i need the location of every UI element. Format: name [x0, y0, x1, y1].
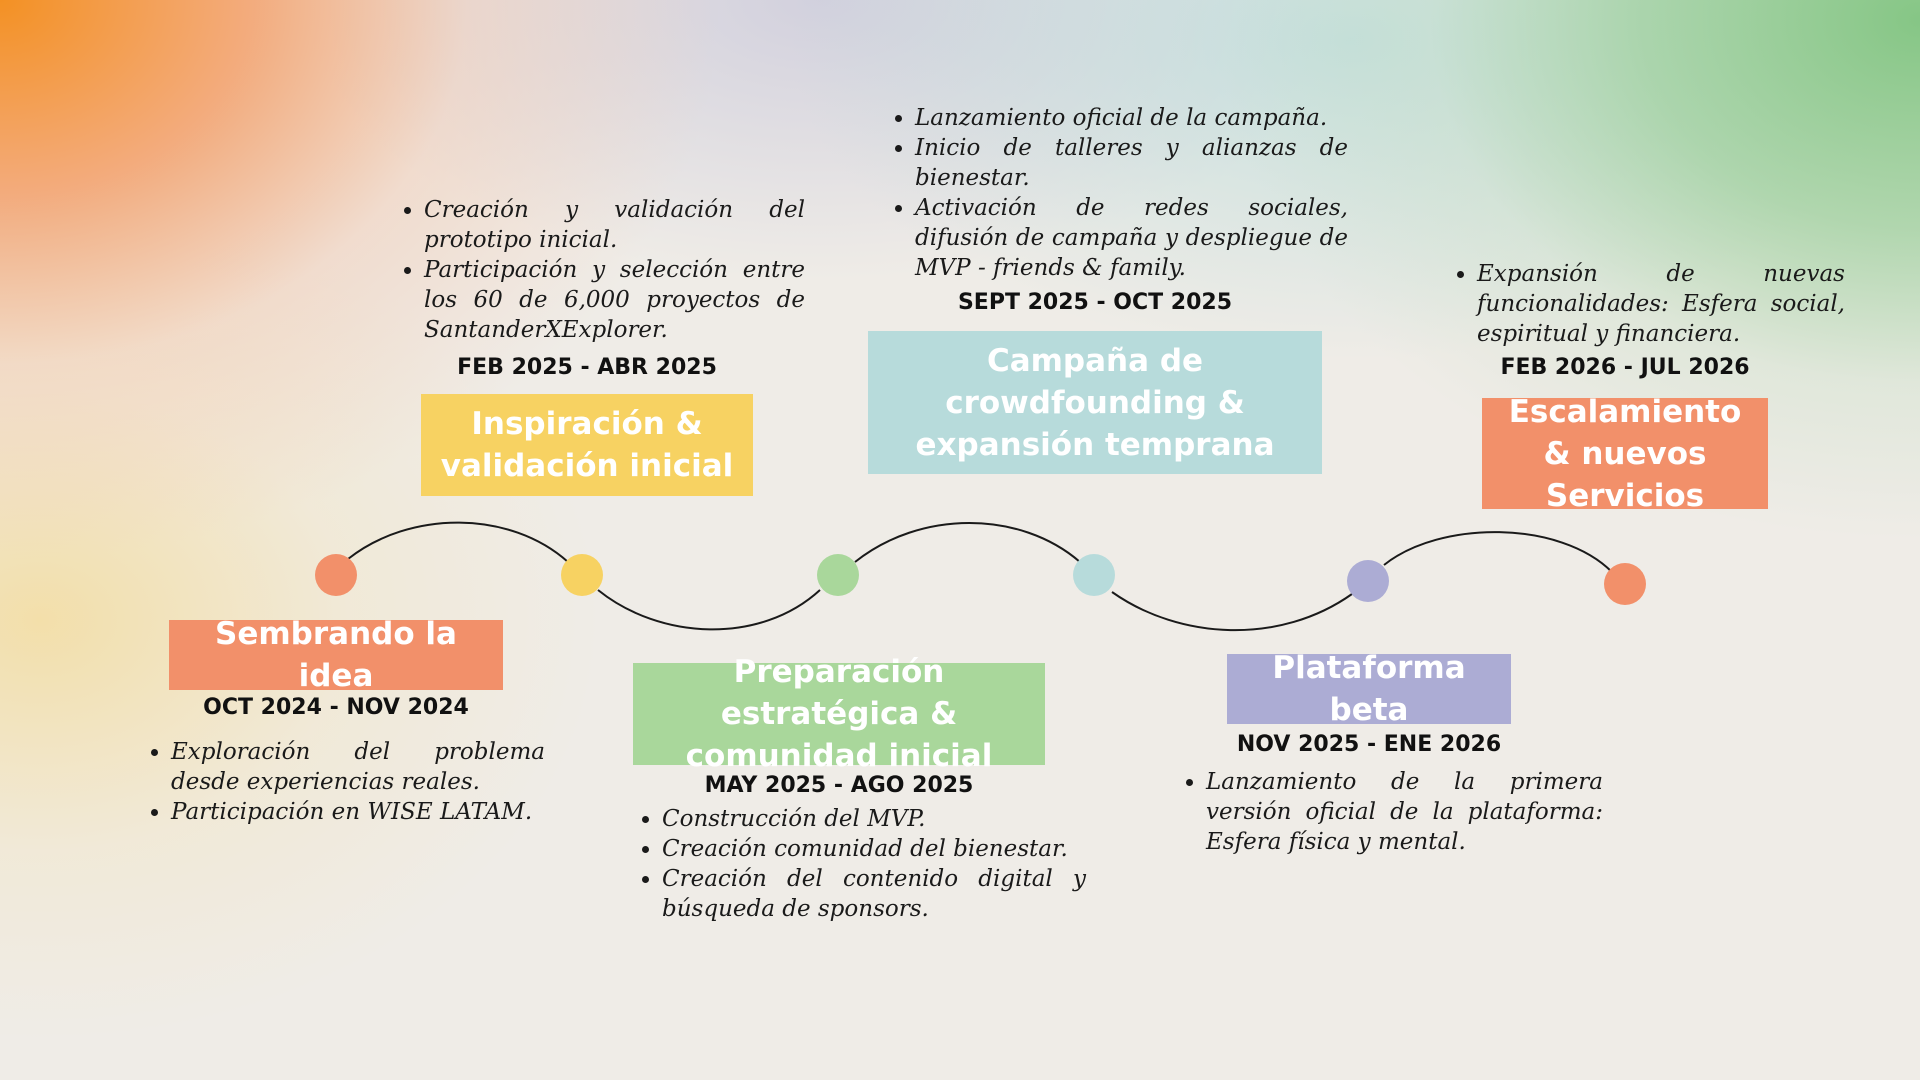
- milestone-bullets-inspiracion: [396, 195, 805, 345]
- bullet-item: • Expansión de nuevas funcionalidades: Esfera social, espiritual y financiera.: [1477, 259, 1845, 349]
- milestone-bullets-campana: [887, 103, 1348, 283]
- milestone-dot: [561, 554, 603, 596]
- bullet-item: • Participación en WISE LATAM.: [171, 797, 545, 827]
- milestone-title-inspiracion: Inspiración & validación inicial: [421, 394, 753, 496]
- bullet-item: • Creación del contenido digital y búsqueda de sponsors.: [662, 864, 1086, 924]
- milestone-date-preparacion: MAY 2025 - AGO 2025: [704, 773, 974, 798]
- bullet-item: • Lanzamiento de la primera versión oficial de la plataforma: Esfera física y mental.: [1206, 767, 1603, 857]
- milestone-title-preparacion: Preparación estratégica & comunidad inicial: [633, 663, 1045, 765]
- milestone-title-campana: Campaña de crowdfounding & expansión temprana: [868, 331, 1322, 474]
- milestone-date-campana: SEPT 2025 - OCT 2025: [957, 290, 1233, 315]
- milestone-dot: [817, 554, 859, 596]
- bullet-item: • Construcción del MVP.: [662, 804, 1086, 834]
- milestone-title-plataforma: Plataforma beta: [1227, 654, 1511, 724]
- milestone-dot: [1073, 554, 1115, 596]
- bullet-item: • Inicio de talleres y alianzas de bienestar.: [915, 133, 1348, 193]
- milestone-date-escalamiento: FEB 2026 - JUL 2026: [1500, 355, 1750, 380]
- milestone-bullets-plataforma: [1178, 767, 1603, 857]
- milestone-bullets-sembrando: [143, 737, 545, 827]
- milestone-dot: [1604, 563, 1646, 605]
- milestone-date-sembrando: OCT 2024 - NOV 2024: [203, 695, 469, 720]
- bullet-item: • Exploración del problema desde experiencias reales.: [171, 737, 545, 797]
- bullet-item: • Participación y selección entre los 60 de 6,000 proyectos de SantanderXExplorer.: [424, 255, 805, 345]
- milestone-date-inspiracion: FEB 2025 - ABR 2025: [457, 355, 717, 380]
- bullet-item: • Creación comunidad del bienestar.: [662, 834, 1086, 864]
- milestone-bullets-preparacion: [634, 804, 1086, 924]
- milestone-date-plataforma: NOV 2025 - ENE 2026: [1236, 732, 1502, 757]
- milestone-title-escalamiento: Escalamiento & nuevos Servicios: [1482, 398, 1768, 509]
- bullet-item: • Creación y validación del prototipo inicial.: [424, 195, 805, 255]
- bullet-item: • Lanzamiento oficial de la campaña.: [915, 103, 1348, 133]
- milestone-bullets-escalamiento: [1449, 259, 1845, 349]
- bullet-item: • Activación de redes sociales, difusión de campaña y despliegue de MVP - friends & family.: [915, 193, 1348, 283]
- milestone-dot: [1347, 560, 1389, 602]
- milestone-title-sembrando: Sembrando la idea: [169, 620, 503, 690]
- milestone-dot: [315, 554, 357, 596]
